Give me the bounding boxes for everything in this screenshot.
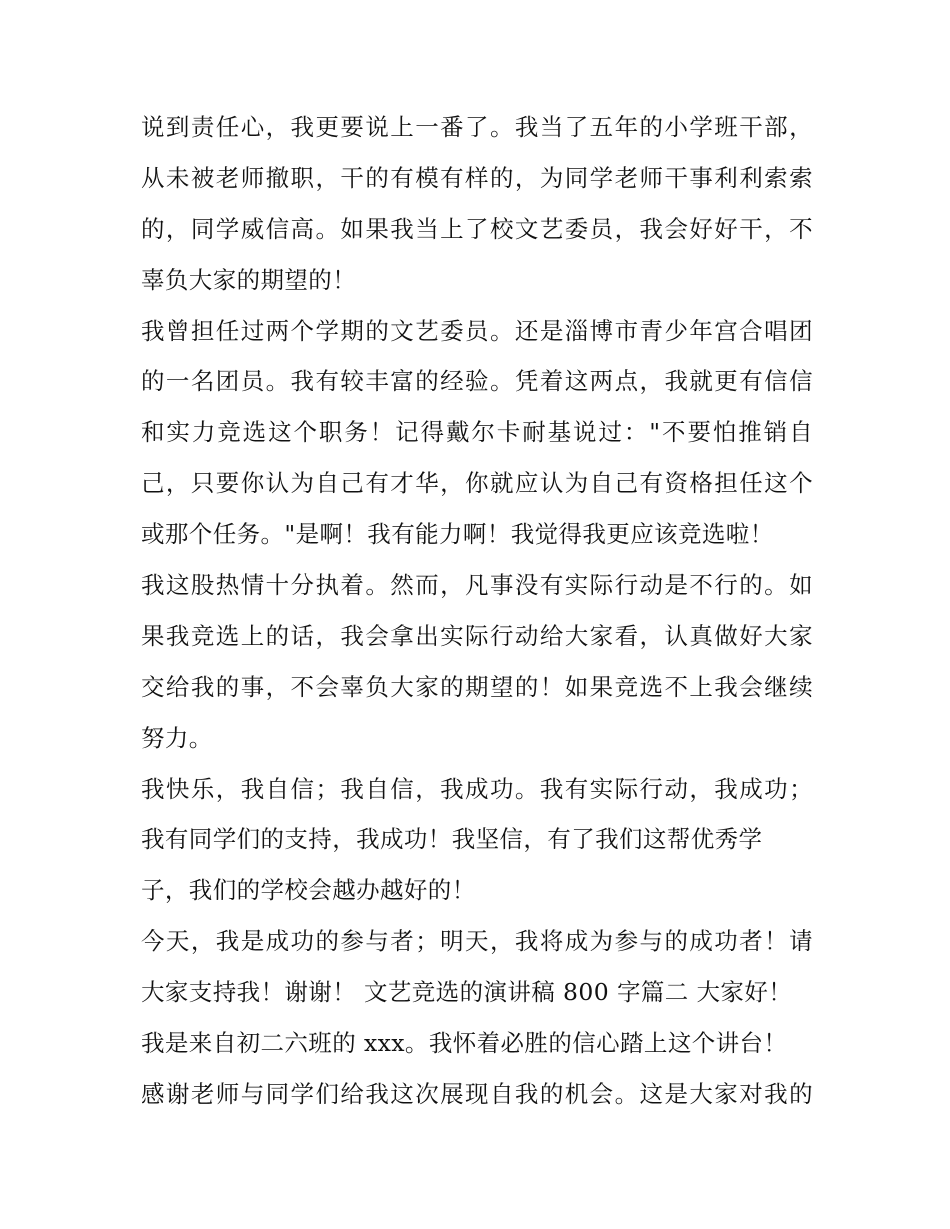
text-line: 己，只要你认为自己有才华，你就应认为自己有资格担任这个 <box>141 469 813 498</box>
text-line: 今天，我是成功的参与者；明天，我将成为参与的成功者！请 <box>141 927 813 956</box>
text-line: 的，同学威信高。如果我当上了校文艺委员，我会好好干，不 <box>141 214 813 243</box>
text-line: 的一名团员。我有较丰富的经验。凭着这两点，我就更有信信 <box>141 367 813 396</box>
text-line: 和实力竞选这个职务！记得戴尔卡耐基说过："不要怕推销自 <box>141 418 813 447</box>
text-line: 说到责任心，我更要说上一番了。我当了五年的小学班干部， <box>141 113 813 141</box>
text-line: 我快乐，我自信；我自信，我成功。我有实际行动，我成功； <box>141 774 813 803</box>
text-line: 交给我的事，不会辜负大家的期望的！如果竞选不上我会继续 <box>141 672 813 701</box>
text-line: 从未被老师撤职，干的有模有样的，为同学老师干事利利索索 <box>141 163 813 192</box>
document-body <box>141 102 813 1120</box>
text-line: 我有同学们的支持，我成功！我坚信，有了我们这帮优秀学 <box>141 825 763 854</box>
text-line: 或那个任务。"是啊！我有能力啊！我觉得我更应该竞选啦！ <box>141 520 774 549</box>
text-line: 我曾担任过两个学期的文艺委员。还是淄博市青少年宫合唱团 <box>141 316 813 345</box>
text-line: 感谢老师与同学们给我这次展现自我的机会。这是大家对我的 <box>141 1079 813 1108</box>
text-line: 子，我们的学校会越办越好的！ <box>141 876 476 905</box>
text-line: 我是来自初二六班的 xxx。我怀着必胜的信心踏上这个讲台！ <box>141 1029 788 1058</box>
text-line: 我这股热情十分执着。然而，凡事没有实际行动是不行的。如 <box>141 571 813 600</box>
text-line: 辜负大家的期望的！ <box>141 265 357 294</box>
text-line: 努力。 <box>141 723 213 752</box>
text-line: 果我竞选上的话，我会拿出实际行动给大家看，认真做好大家 <box>141 621 813 650</box>
text-line: 大家支持我！谢谢！ 文艺竞选的演讲稿 800 字篇二 大家好！ <box>141 978 793 1007</box>
